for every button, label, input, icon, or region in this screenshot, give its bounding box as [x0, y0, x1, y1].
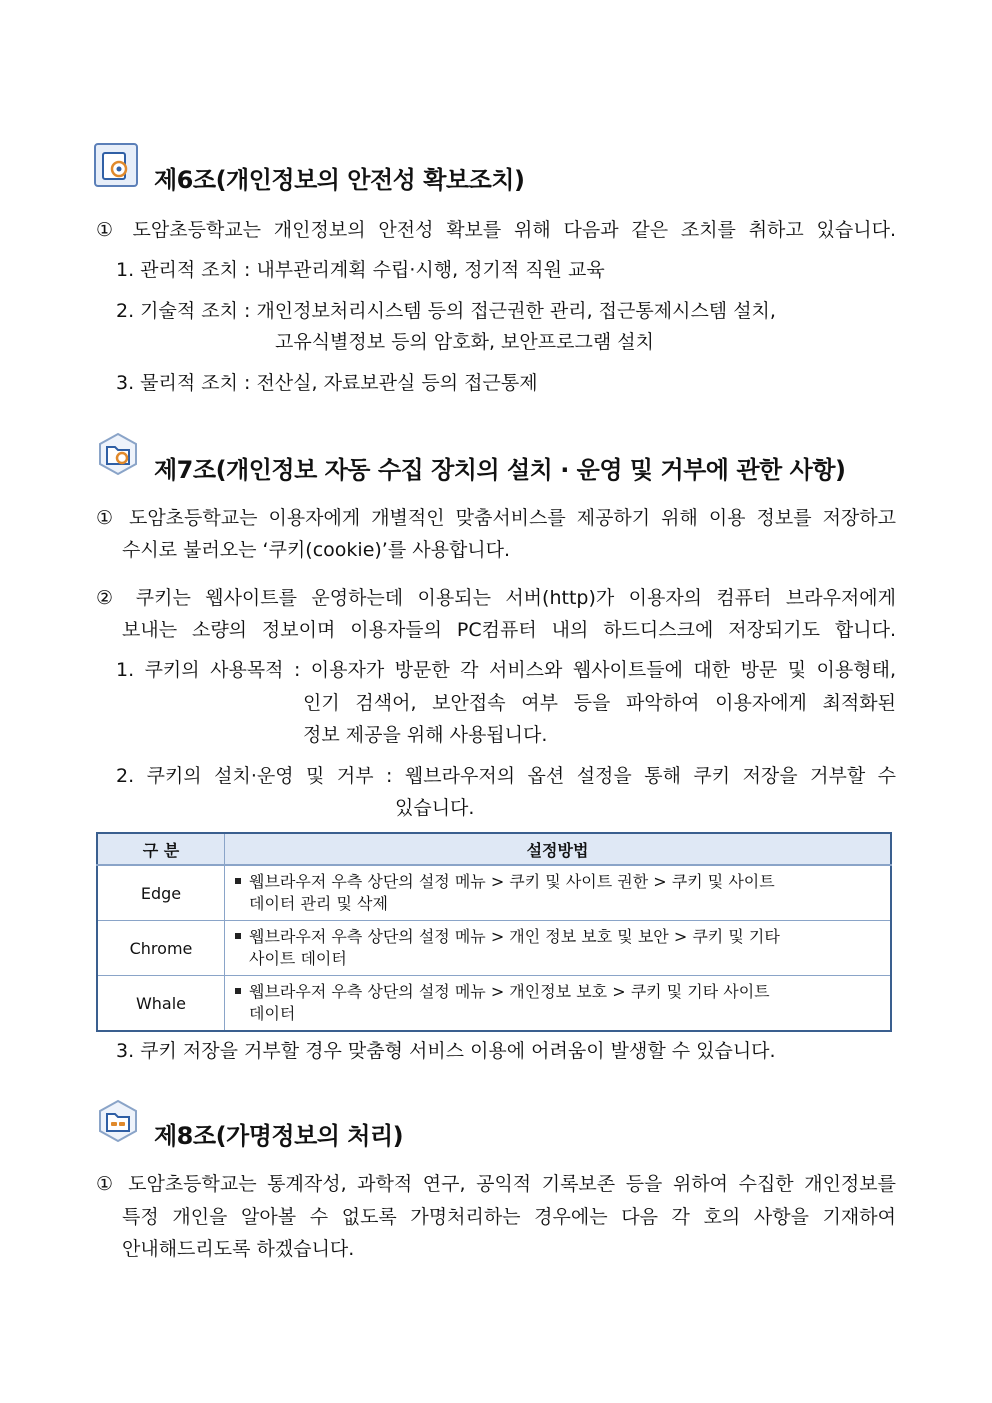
bullet-icon	[235, 878, 241, 884]
setting-method-line-1: 웹브라우저 우측 상단의 설정 메뉴 > 개인정보 보호 > 쿠키 및 기타 사이트	[249, 982, 770, 1001]
pseudonym-folder-icon	[96, 1099, 140, 1143]
bullet-icon	[235, 988, 241, 994]
article-7-paragraph-1-cont: 수시로 불러오는 ‘쿠키(cookie)’를 사용합니다.	[122, 539, 511, 561]
setting-method-line-2: 사이트 데이터	[249, 949, 347, 968]
browser-name: Whale	[97, 976, 225, 1032]
table-row	[97, 921, 891, 976]
table-row	[97, 865, 891, 921]
setting-method-line-2: 데이터 관리 및 삭제	[249, 894, 388, 913]
table-header-method: 설정방법	[225, 833, 892, 865]
article-6-paragraph-1: ① 도암초등학교는 개인정보의 안전성 확보를 위해 다음과 같은 조치를 취하고 있습니다.	[96, 219, 896, 241]
setting-method	[225, 865, 892, 921]
article-6-item-2: 2. 기술적 조치 : 개인정보처리시스템 등의 접근권한 관리, 접근통제시스템 설치,	[116, 300, 776, 322]
browser-name: Edge	[97, 865, 225, 921]
browser-name: Chrome	[97, 921, 225, 976]
bullet-icon	[235, 933, 241, 939]
setting-method-line-1: 웹브라우저 우측 상단의 설정 메뉴 > 쿠키 및 사이트 권한 > 쿠키 및 사이트	[249, 872, 775, 891]
article-7-item-3: 3. 쿠키 저장을 거부할 경우 맞춤형 서비스 이용에 어려움이 발생할 수 있습니다.	[116, 1040, 776, 1062]
table-row	[97, 976, 891, 1032]
article-6-item-2-cont: 고유식별정보 등의 암호화, 보안프로그램 설치	[275, 331, 654, 353]
article-8-paragraph-1-cont-2: 안내해드리도록 하겠습니다.	[122, 1238, 355, 1260]
article-7-item-1: 1. 쿠키의 사용목적 : 이용자가 방문한 각 서비스와 웹사이트들에 대한 방문 및 이용형태,	[116, 659, 896, 681]
article-6-title: 제6조(개인정보의 안전성 확보조치)	[154, 166, 525, 194]
article-7-item-2-cont: 있습니다.	[395, 797, 475, 819]
setting-method-line-1: 웹브라우저 우측 상단의 설정 메뉴 > 개인 정보 보호 및 보안 > 쿠키 및 기타	[249, 927, 780, 946]
cookie-settings-table	[96, 832, 892, 1032]
article-7-item-1-cont-1: 인기 검색어, 보안접속 여부 등을 파악하여 이용자에게 최적화된	[303, 692, 896, 714]
setting-method-line-2: 데이터	[249, 1004, 296, 1023]
article-7-item-1-cont-2: 정보 제공을 위해 사용됩니다.	[303, 724, 548, 746]
article-6-item-1: 1. 관리적 조치 : 내부관리계획 수립·시행, 정기적 직원 교육	[116, 259, 605, 281]
article-8-paragraph-1: ① 도암초등학교는 통계작성, 과학적 연구, 공익적 기록보존 등을 위하여 수집한 개인정보를	[96, 1173, 896, 1195]
security-settings-icon	[94, 143, 138, 187]
article-8-title: 제8조(가명정보의 처리)	[154, 1122, 404, 1150]
article-7-title: 제7조(개인정보 자동 수집 장치의 설치 · 운영 및 거부에 관한 사항)	[154, 456, 846, 484]
article-7-paragraph-2: ② 쿠키는 웹사이트를 운영하는데 이용되는 서버(http)가 이용자의 컴퓨터 브라우저에게	[96, 587, 896, 609]
article-8-paragraph-1-cont-1: 특정 개인을 알아볼 수 없도록 가명처리하는 경우에는 다음 각 호의 사항을 기재하여	[122, 1206, 896, 1228]
setting-method	[225, 976, 892, 1032]
folder-gear-icon	[96, 432, 140, 476]
article-7-paragraph-1: ① 도암초등학교는 이용자에게 개별적인 맞춤서비스를 제공하기 위해 이용 정보를 저장하고	[96, 507, 896, 529]
article-7-paragraph-2-cont: 보내는 소량의 정보이며 이용자들의 PC컴퓨터 내의 하드디스크에 저장되기도 합니다.	[122, 619, 896, 641]
table-header-row	[97, 833, 891, 865]
table-header-category: 구 분	[97, 833, 225, 865]
article-6-item-3: 3. 물리적 조치 : 전산실, 자료보관실 등의 접근통제	[116, 372, 538, 394]
setting-method	[225, 921, 892, 976]
article-7-item-2: 2. 쿠키의 설치·운영 및 거부 : 웹브라우저의 옵션 설정을 통해 쿠키 저장을 거부할 수	[116, 765, 896, 787]
